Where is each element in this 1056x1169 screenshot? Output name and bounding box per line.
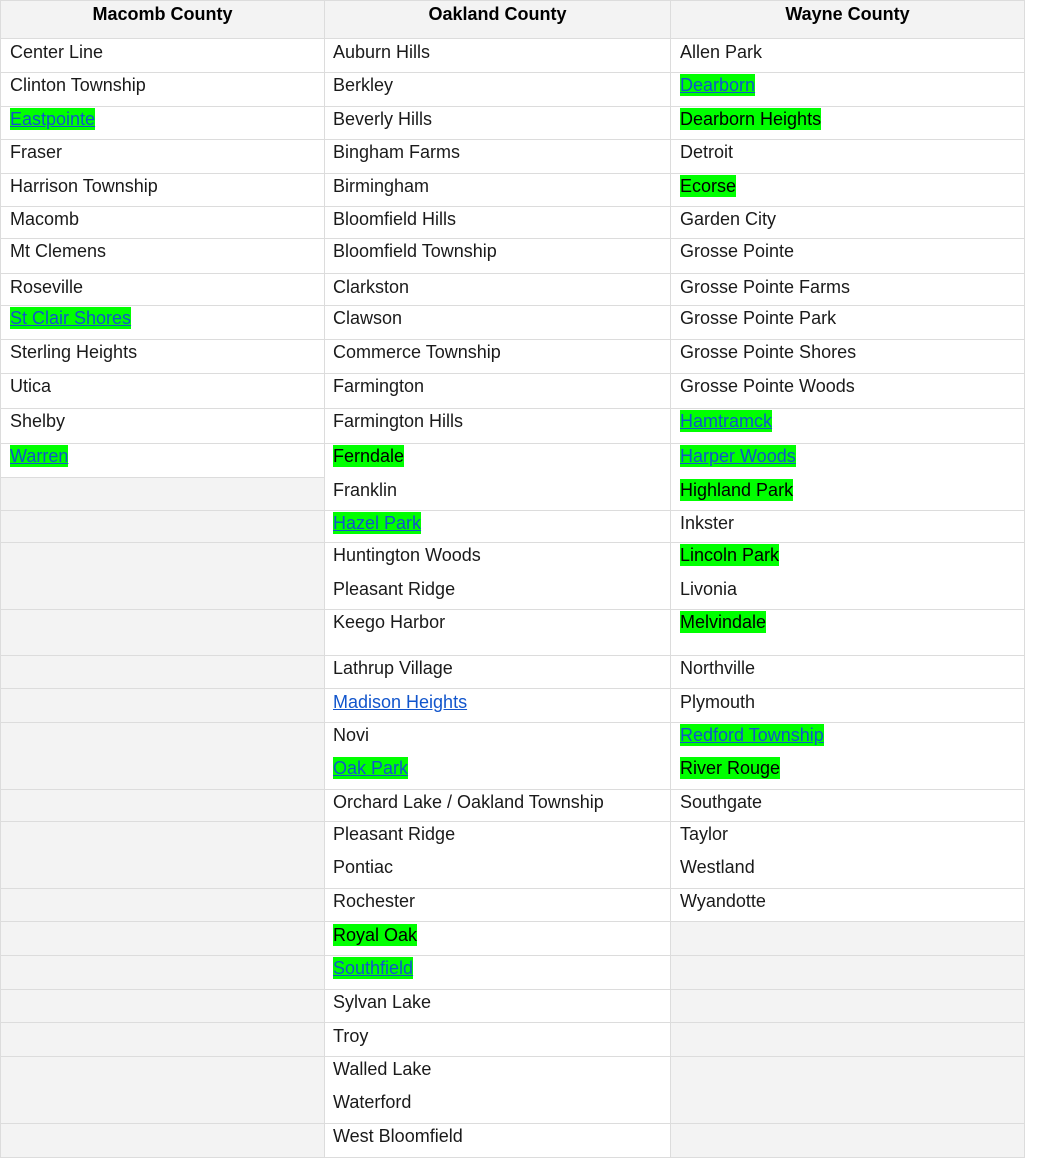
header-oakland: Oakland County (325, 0, 671, 39)
city-name: Beverly Hills (333, 109, 433, 129)
city-link[interactable]: Southfield (333, 958, 414, 978)
city-name: Northville (680, 658, 756, 678)
city-name: West Bloomfield (333, 1126, 463, 1146)
city-name: Detroit (680, 142, 734, 162)
city-name: Huntington Woods (333, 545, 481, 565)
city-name: Walled Lake (333, 1059, 432, 1079)
city-name: Grosse Pointe Park (680, 308, 837, 328)
city-name: Berkley (333, 75, 394, 95)
city-name: Lathrup Village (333, 658, 453, 678)
city-name: Mt Clemens (10, 241, 107, 261)
city-name: Highland Park (680, 480, 794, 500)
city-name: Melvindale (680, 612, 767, 632)
empty-cell (0, 790, 325, 822)
city-name: Farmington Hills (333, 411, 464, 431)
city-name: River Rouge (680, 758, 781, 778)
city-name: Pleasant Ridge (333, 579, 456, 599)
city-name: Dearborn Heights (680, 109, 822, 129)
city-name: Garden City (680, 209, 777, 229)
empty-cell (0, 889, 325, 922)
city-name: Farmington (333, 376, 425, 396)
city-link[interactable]: Harper Woods (680, 446, 796, 466)
empty-cell (671, 1057, 1025, 1124)
empty-cell (0, 1124, 325, 1158)
city-name: Center Line (10, 42, 104, 62)
empty-cell (0, 511, 325, 543)
city-name: Inkster (680, 513, 735, 533)
city-name: Clarkston (333, 277, 410, 297)
empty-cell (0, 610, 325, 656)
city-name: Novi (333, 725, 370, 745)
city-name: Franklin (333, 480, 398, 500)
city-name: Grosse Pointe (680, 241, 795, 261)
empty-cell (0, 723, 325, 790)
city-name: Roseville (10, 277, 84, 297)
city-name: Pleasant Ridge (333, 824, 456, 844)
city-link[interactable]: Hazel Park (333, 513, 422, 533)
header-macomb: Macomb County (0, 0, 325, 39)
city-name: Fraser (10, 142, 63, 162)
city-name: Keego Harbor (333, 612, 446, 632)
city-name: Harrison Township (10, 176, 158, 196)
city-name: Waterford (333, 1092, 412, 1112)
empty-cell (671, 922, 1025, 956)
city-name: Auburn Hills (333, 42, 431, 62)
city-name: Plymouth (680, 692, 756, 712)
city-name: Allen Park (680, 42, 763, 62)
city-link[interactable]: Eastpointe (10, 109, 96, 129)
city-name: Grosse Pointe Woods (680, 376, 855, 396)
empty-cell (0, 990, 325, 1023)
city-name: Sterling Heights (10, 342, 138, 362)
empty-cell (671, 1023, 1025, 1057)
city-name: Livonia (680, 579, 738, 599)
city-link[interactable]: Dearborn (680, 75, 756, 95)
city-link[interactable]: Warren (10, 446, 69, 466)
city-link[interactable]: Redford Township (680, 725, 824, 745)
city-name: Bingham Farms (333, 142, 461, 162)
empty-cell (0, 656, 325, 689)
empty-cell (0, 689, 325, 723)
city-name: Lincoln Park (680, 545, 780, 565)
city-link[interactable]: Hamtramck (680, 411, 773, 431)
city-name: Commerce Township (333, 342, 501, 362)
city-name: Wyandotte (680, 891, 766, 911)
empty-cell (671, 956, 1025, 990)
city-name: Taylor (680, 824, 729, 844)
city-name: Macomb (10, 209, 80, 229)
city-name: Utica (10, 376, 52, 396)
city-name: Grosse Pointe Farms (680, 277, 851, 297)
city-name: Pontiac (333, 857, 394, 877)
header-wayne: Wayne County (671, 0, 1025, 39)
city-name: Clawson (333, 308, 403, 328)
city-link[interactable]: Madison Heights (333, 692, 468, 712)
empty-cell (0, 956, 325, 990)
city-link[interactable]: St Clair Shores (10, 308, 132, 328)
city-name: Grosse Pointe Shores (680, 342, 857, 362)
city-name: Westland (680, 857, 755, 877)
city-link[interactable]: Oak Park (333, 758, 409, 778)
empty-cell (671, 1124, 1025, 1158)
city-name: Shelby (10, 411, 66, 431)
city-name: Orchard Lake / Oakland Township (333, 792, 604, 812)
empty-cell (0, 478, 325, 511)
city-name: Southgate (680, 792, 763, 812)
city-name: Ferndale (333, 446, 405, 466)
city-name: Birmingham (333, 176, 430, 196)
empty-cell (0, 543, 325, 610)
empty-cell (0, 922, 325, 956)
city-name: Rochester (333, 891, 416, 911)
city-name: Royal Oak (333, 925, 418, 945)
empty-cell (0, 1023, 325, 1057)
empty-cell (671, 990, 1025, 1023)
city-name: Sylvan Lake (333, 992, 432, 1012)
city-name: Ecorse (680, 176, 737, 196)
city-name: Clinton Township (10, 75, 146, 95)
empty-cell (0, 822, 325, 889)
city-name: Bloomfield Hills (333, 209, 457, 229)
empty-cell (0, 1057, 325, 1124)
city-name: Bloomfield Township (333, 241, 497, 261)
city-name: Troy (333, 1026, 369, 1046)
table-cell (325, 1023, 671, 1057)
